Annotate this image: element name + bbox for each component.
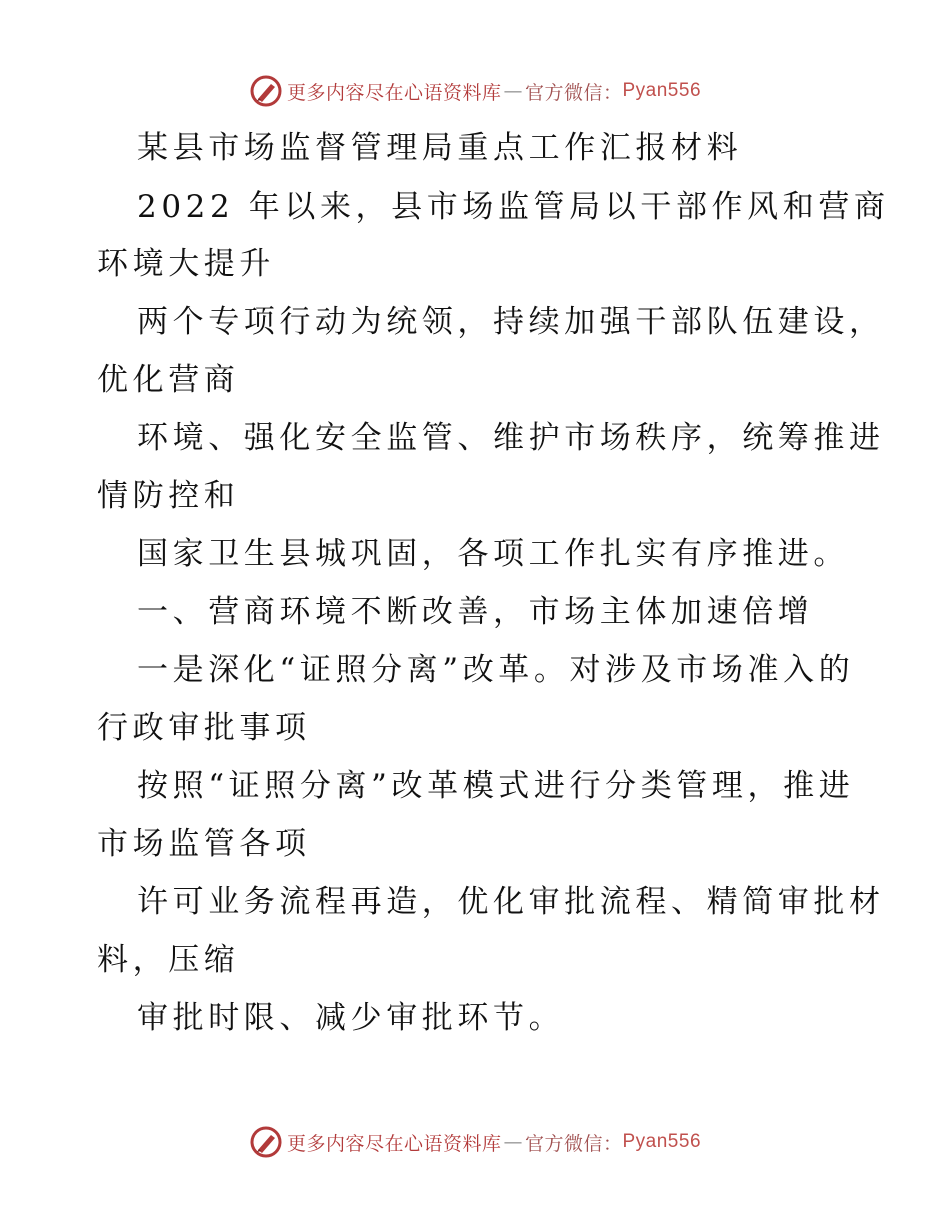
pen-logo-icon — [249, 74, 283, 108]
paragraph-line: 优化营商 — [97, 362, 240, 398]
paragraph-line: 料，压缩 — [97, 942, 240, 978]
watermark-header — [0, 73, 950, 109]
watermark-main-text: 更多内容尽在心语资料库 — [286, 1132, 502, 1155]
paragraph-line: 环境、强化安全监管、维护市场秩序，统筹推进 — [137, 420, 885, 456]
watermark-separator: — — [503, 1131, 523, 1153]
watermark-separator: — — [503, 80, 523, 102]
pen-logo-icon — [249, 1125, 283, 1159]
section-heading: 一、营商环境不断改善，市场主体加速倍增 — [137, 594, 814, 630]
watermark-wechat-id: Pyan556 — [622, 80, 702, 101]
paragraph-line: 情防控和 — [97, 478, 240, 514]
document-title: 某县市场监督管理局重点工作汇报材料 — [137, 130, 743, 166]
paragraph-line: 审批时限、减少审批环节。 — [137, 1000, 565, 1036]
watermark-footer — [0, 1124, 950, 1160]
paragraph-line: 许可业务流程再造，优化审批流程、精简审批材 — [137, 884, 885, 920]
watermark-wechat-label: 官方微信： — [524, 1132, 623, 1155]
paragraph-line: 2022 年以来，县市场监管局以干部作风和营商 — [137, 189, 890, 225]
paragraph-line: 国家卫生县城巩固，各项工作扎实有序推进。 — [137, 536, 849, 572]
watermark-wechat-id: Pyan556 — [622, 1131, 702, 1152]
paragraph-line: 行政审批事项 — [97, 710, 311, 746]
paragraph-line: 一是深化“证照分离”改革。对涉及市场准入的 — [137, 652, 855, 688]
watermark-wechat-label: 官方微信： — [524, 81, 623, 104]
paragraph-line: 两个专项行动为统领，持续加强干部队伍建设， — [137, 304, 885, 340]
paragraph-line: 市场监管各项 — [97, 826, 311, 862]
paragraph-line: 环境大提升 — [97, 246, 275, 282]
watermark-main-text: 更多内容尽在心语资料库 — [286, 81, 502, 104]
paragraph-line: 按照“证照分离”改革模式进行分类管理，推进 — [137, 768, 855, 804]
